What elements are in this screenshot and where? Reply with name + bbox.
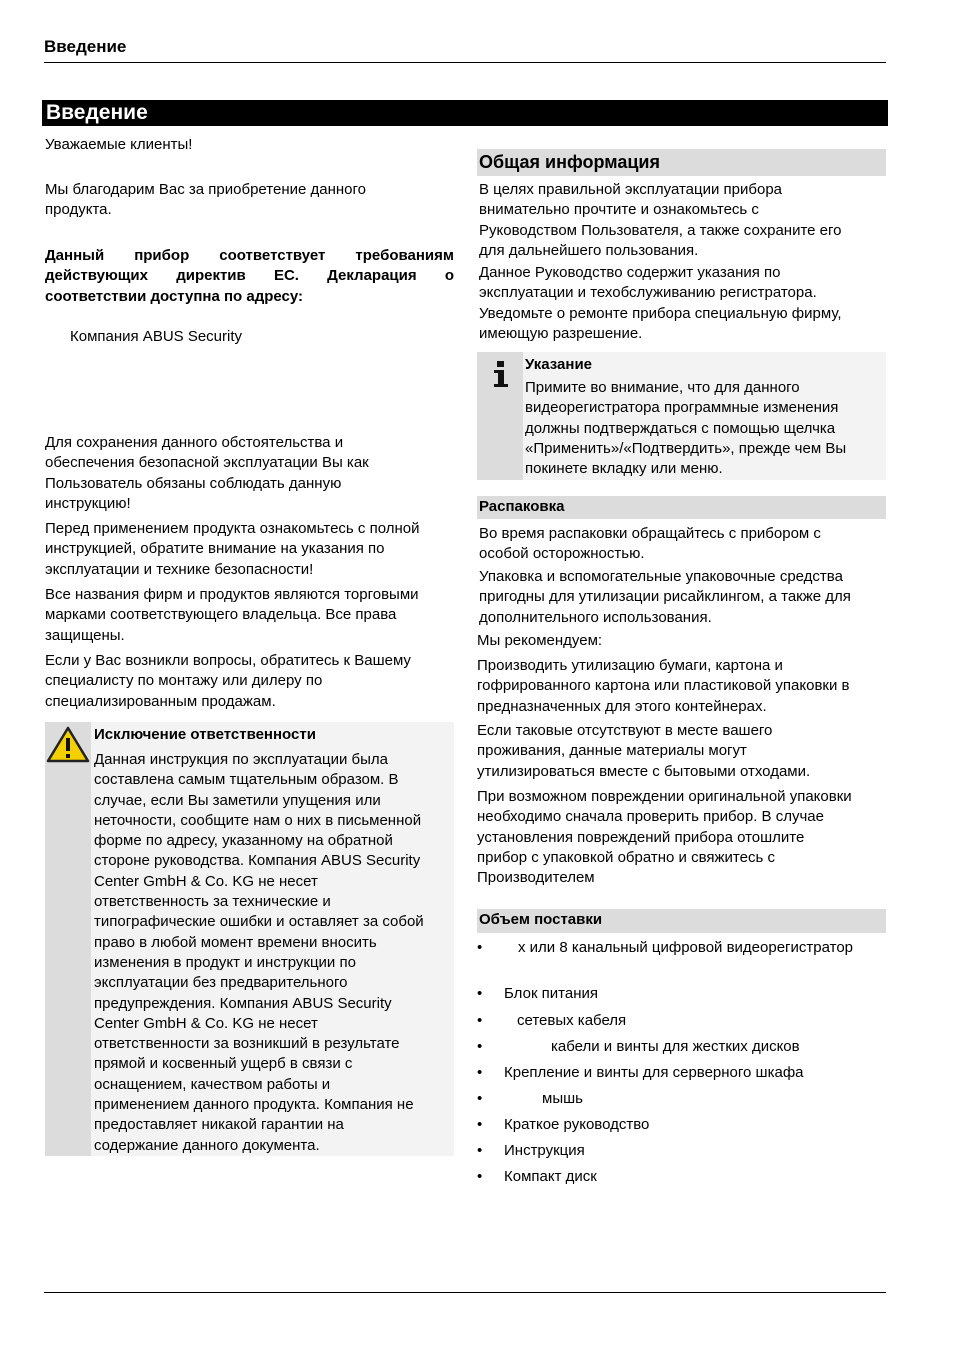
para-line: Упаковка и вспомогательные упаковочные средства xyxy=(479,568,843,585)
para-line: специализированным продажам. xyxy=(45,692,276,710)
recommend-paragraph-3 xyxy=(477,787,882,888)
disclaimer-line: эксплуатации без предварительного xyxy=(94,974,348,992)
para-line: Производить утилизацию бумаги, картона и xyxy=(477,657,783,674)
bullet-icon: • xyxy=(477,1090,483,1107)
disclaimer-line: случае, если Вы заметили упущения или xyxy=(94,791,381,809)
conformity-line: Данный прибор соответствует требованиям xyxy=(45,247,454,264)
para-line: марками соответствующего владельца. Все права xyxy=(45,606,397,624)
disclaimer-line: применением данного продукта. Компания не xyxy=(94,1096,414,1114)
disclaimer-line: предупреждения. Компания ABUS Security xyxy=(94,994,392,1012)
disclaimer-line: составлена самым тщательным образом. В xyxy=(94,771,399,789)
bullet-icon: • xyxy=(477,1142,483,1159)
para-line: Все названия фирм и продуктов являются торговыми xyxy=(45,586,419,603)
disclaimer-line: стороне руководства. Компания ABUS Security xyxy=(94,852,421,870)
section-scope-title: Объем поставки xyxy=(479,911,603,928)
list-item-text: Крепление и винты для серверного шкафа xyxy=(504,1064,804,1081)
list-item-text: Компакт диск xyxy=(504,1168,597,1185)
disclaimer-line: Данная инструкция по эксплуатации была xyxy=(94,751,388,768)
disclaimer-text xyxy=(94,750,450,1156)
bullet-icon: • xyxy=(477,1064,483,1081)
para-line: дополнительного использования. xyxy=(479,608,712,626)
para-line: Производителем xyxy=(477,869,595,887)
para-line: В целях правильной эксплуатации прибора xyxy=(479,181,783,198)
para-line: пригодны для утилизации рисайклингом, а также для xyxy=(479,588,851,606)
paragraph-3 xyxy=(45,585,454,646)
recommend-paragraph-1 xyxy=(477,656,882,717)
para-line: эксплуатации и техобслуживанию регистратора. xyxy=(479,284,817,302)
unpack-paragraph-1 xyxy=(479,524,879,565)
bullet-icon: • xyxy=(477,939,483,956)
greeting: Уважаемые клиенты! xyxy=(45,136,193,153)
disclaimer-line: неточности, сообщите нам о них в письменной xyxy=(94,811,422,829)
paragraph-1 xyxy=(45,433,454,514)
bullet-icon: • xyxy=(477,985,483,1002)
para-line: утилизироваться вместе с бытовыми отходами. xyxy=(477,762,811,780)
paragraph-2 xyxy=(45,519,454,580)
para-line: защищены. xyxy=(45,626,125,644)
para-line: Данное Руководство содержит указания по xyxy=(479,264,781,281)
disclaimer-line: ответственность за технические и xyxy=(94,893,331,911)
footer-rule xyxy=(44,1292,886,1293)
recommend-label: Мы рекомендуем: xyxy=(477,632,603,649)
disclaimer-line: Center GmbH & Co. KG не несет xyxy=(94,872,318,890)
bullet-icon: • xyxy=(477,1012,483,1029)
para-line: Если у Вас возникли вопросы, обратитесь к Вашему xyxy=(45,652,411,669)
general-paragraph-2 xyxy=(479,263,879,344)
para-line: прибор с упаковкой обратно и свяжитесь с xyxy=(477,848,775,866)
disclaimer-line: типографические ошибки и оставляет за собой xyxy=(94,913,424,931)
conformity-paragraph xyxy=(45,246,454,307)
section-title: Введение xyxy=(46,101,148,124)
section-scope xyxy=(477,909,886,933)
conformity-line: соответствии доступна по адресу: xyxy=(45,287,304,305)
thanks-line: Мы благодарим Вас за приобретение данного xyxy=(45,181,366,198)
recommend-paragraph-2 xyxy=(477,721,882,782)
para-line: проживания, данные материалы могут xyxy=(477,742,747,760)
list-item-text: Блок питания xyxy=(504,985,598,1002)
disclaimer-title: Исключение ответственности xyxy=(94,726,316,743)
para-line: предназначенных для этого контейнерах. xyxy=(477,697,767,715)
disclaimer-line: предоставляет никакой гарантии на xyxy=(94,1116,344,1134)
disclaimer-line: прямой и косвенный ущерб в связи с xyxy=(94,1055,353,1073)
note-line: должны подтверждаться с помощью щелчка xyxy=(525,419,836,437)
para-line: особой осторожностью. xyxy=(479,545,645,563)
para-line: имеющую разрешение. xyxy=(479,324,643,342)
section-general xyxy=(477,149,886,176)
para-line: внимательно прочтите и ознакомьтесь с xyxy=(479,201,759,219)
para-line: Уведомьте о ремонте прибора специальную фирму, xyxy=(479,304,842,322)
thanks-paragraph xyxy=(45,180,454,221)
bullet-icon: • xyxy=(477,1168,483,1185)
section-title-bar xyxy=(42,100,888,126)
unpack-paragraph-2 xyxy=(479,567,879,628)
bullet-icon: • xyxy=(477,1116,483,1133)
list-item-text: кабели и винты для жестких дисков xyxy=(551,1038,800,1055)
note-line: покинете вкладку или меню. xyxy=(525,460,723,478)
disclaimer-line: ответственности за возникший в результате xyxy=(94,1035,400,1053)
para-line: гофрированного картона или пластиковой упаковки в xyxy=(477,677,850,695)
para-line: Руководством Пользователя, а также сохраните его xyxy=(479,221,842,239)
warning-triangle-icon xyxy=(46,726,90,764)
section-unpacking-title: Распаковка xyxy=(479,498,565,515)
disclaimer-line: изменения в продукт и инструкции по xyxy=(94,953,356,971)
para-line: инструкцию! xyxy=(45,494,131,512)
running-header: Введение xyxy=(44,37,127,56)
list-item-text: х или 8 канальный цифровой видеорегистратор xyxy=(518,939,854,956)
para-line: Перед применением продукта ознакомьтесь с полной xyxy=(45,520,420,537)
paragraph-4 xyxy=(45,651,454,712)
note-text xyxy=(525,378,883,479)
thanks-line: продукта. xyxy=(45,201,112,219)
bullet-icon: • xyxy=(477,1038,483,1055)
disclaimer-line: форме по адресу, указанному на обратной xyxy=(94,832,393,850)
para-line: При возможном повреждении оригинальной упаковки xyxy=(477,788,852,805)
section-general-title: Общая информация xyxy=(479,152,660,172)
disclaimer-line: право в любой момент времени вносить xyxy=(94,933,377,951)
list-item-text: сетевых кабеля xyxy=(517,1012,627,1029)
disclaimer-line: Center GmbH & Co. KG не несет xyxy=(94,1014,318,1032)
para-line: эксплуатации и технике безопасности! xyxy=(45,560,314,578)
note-line: «Применить»/«Подтвердить», прежде чем Вы xyxy=(525,439,847,457)
disclaimer-icon-column xyxy=(45,722,91,1156)
para-line: Если таковые отсутствуют в месте вашего xyxy=(477,722,773,739)
para-line: обеспечения безопасной эксплуатации Вы как xyxy=(45,454,369,472)
para-line: Пользователь обязаны соблюдать данную xyxy=(45,474,342,492)
para-line: специалисту по монтажу или дилеру по xyxy=(45,672,323,690)
info-icon xyxy=(490,360,512,388)
note-title: Указание xyxy=(525,356,593,373)
company-name: Компания ABUS Security xyxy=(70,328,243,345)
para-line: Для сохранения данного обстоятельства и xyxy=(45,434,344,451)
header-rule xyxy=(44,62,886,63)
list-item-text: Инструкция xyxy=(504,1142,585,1159)
para-line: для дальнейшего пользования. xyxy=(479,241,699,259)
general-paragraph-1 xyxy=(479,180,879,261)
list-item-text: мышь xyxy=(542,1090,583,1107)
conformity-line: действующих директив ЕС. Декларация о xyxy=(45,267,454,285)
list-item-text: Краткое руководство xyxy=(504,1116,650,1133)
disclaimer-line: оснащением, качеством работы и xyxy=(94,1075,331,1093)
para-line: необходимо сначала проверить прибор. В случае xyxy=(477,808,824,826)
para-line: инструкцией, обратите внимание на указания по xyxy=(45,540,385,558)
section-unpacking xyxy=(477,496,886,519)
disclaimer-line: содержание данного документа. xyxy=(94,1136,320,1154)
para-line: Во время распаковки обращайтесь с прибором с xyxy=(479,525,821,542)
para-line: установления повреждений прибора отошлите xyxy=(477,828,805,846)
note-line: видеорегистратора программные изменения xyxy=(525,399,839,417)
note-line: Примите во внимание, что для данного xyxy=(525,379,800,396)
